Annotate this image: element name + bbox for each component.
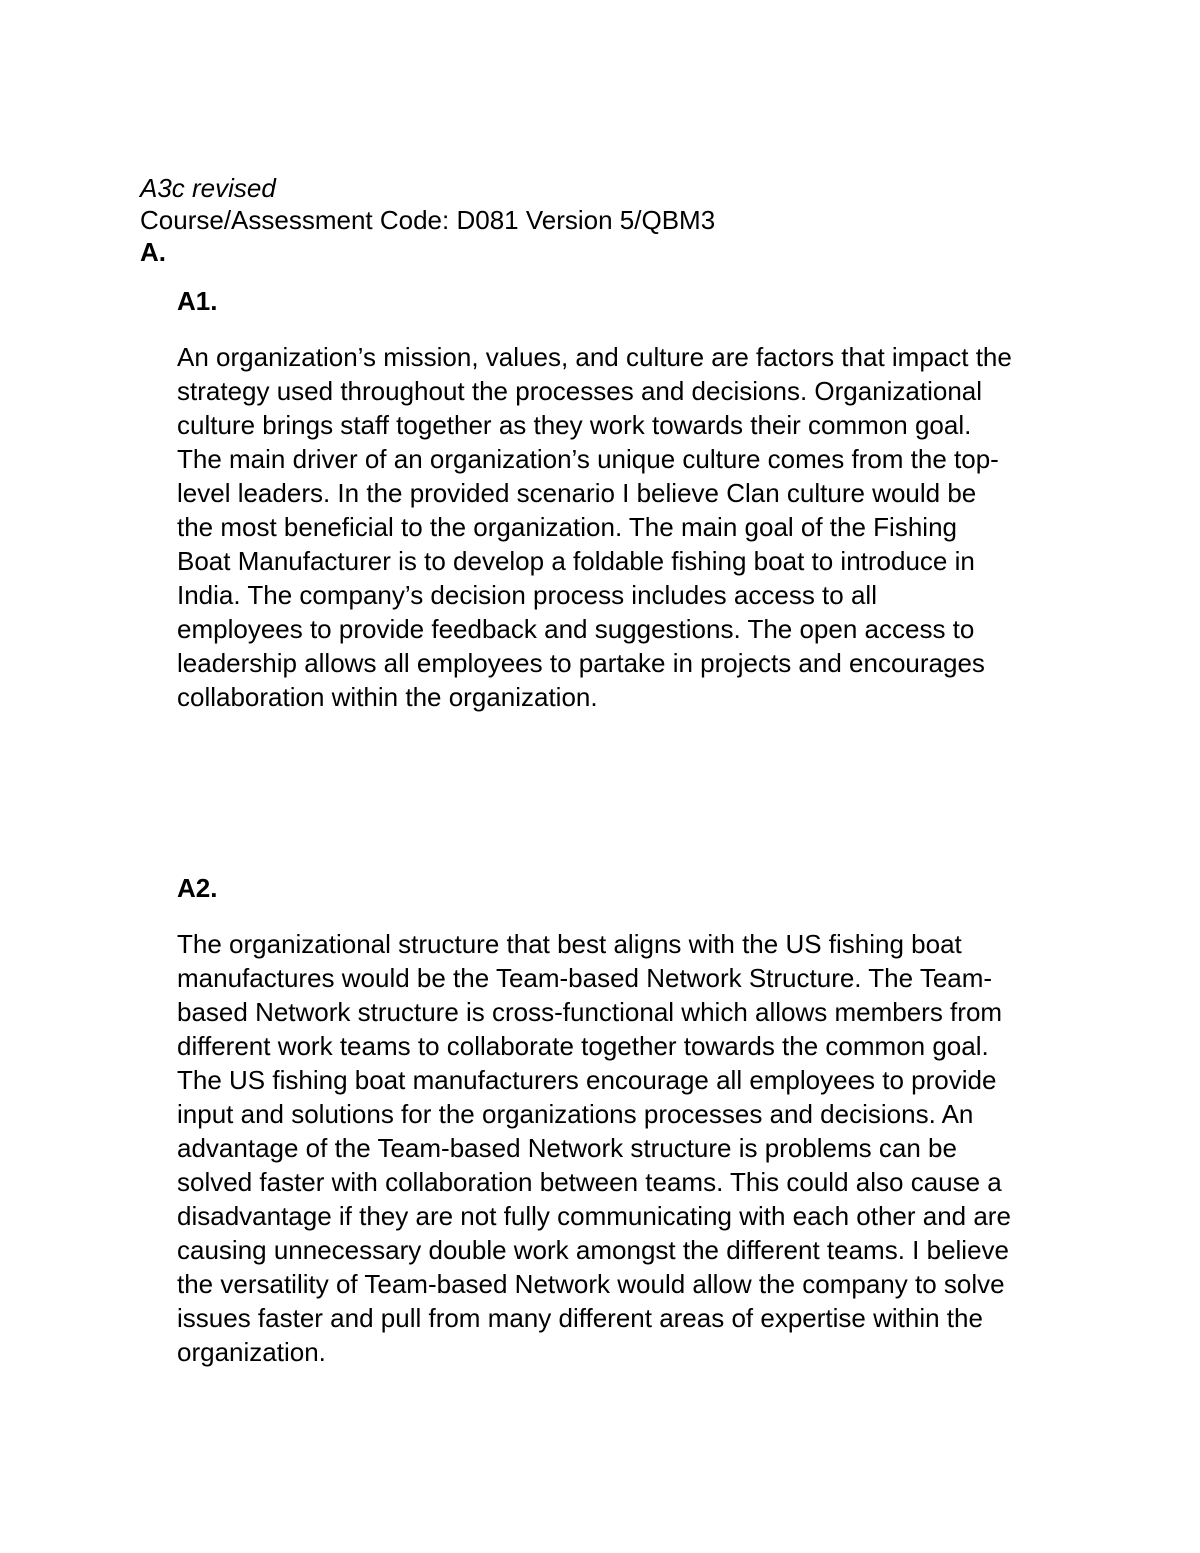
paragraph-line: causing unnecessary double work amongst the different teams. I believe xyxy=(177,1235,1009,1265)
paragraph-line: organization. xyxy=(177,1337,326,1367)
section-heading: A2. xyxy=(177,873,218,903)
paragraph-line: based Network structure is cross-functional which allows members from xyxy=(177,997,1003,1027)
paragraph-line: culture brings staff together as they work towards their common goal. xyxy=(177,410,972,440)
paragraph-line: Boat Manufacturer is to develop a foldable fishing boat to introduce in xyxy=(177,546,975,576)
paragraph-line: level leaders. In the provided scenario I believe Clan culture would be xyxy=(177,478,977,508)
section-paragraph xyxy=(177,927,1077,1369)
document-header xyxy=(140,172,1100,268)
paragraph-line: issues faster and pull from many different areas of expertise within the xyxy=(177,1303,983,1333)
paragraph-line: leadership allows all employees to partake in projects and encourages xyxy=(177,648,985,678)
section-heading: A1. xyxy=(177,286,218,316)
document-label: A3c revised xyxy=(140,173,276,203)
paragraph-line: employees to provide feedback and suggestions. The open access to xyxy=(177,614,975,644)
paragraph-line: the most beneficial to the organization. The main goal of the Fishing xyxy=(177,512,957,542)
paragraph-line: disadvantage if they are not fully communicating with each other and are xyxy=(177,1201,1011,1231)
section-a2 xyxy=(177,872,1077,1369)
paragraph-line: collaboration within the organization. xyxy=(177,682,598,712)
paragraph-line: India. The company’s decision process includes access to all xyxy=(177,580,877,610)
course-code: Course/Assessment Code: D081 Version 5/QBM3 xyxy=(140,205,716,235)
paragraph-line: An organization’s mission, values, and culture are factors that impact the xyxy=(177,342,1012,372)
paragraph-line: different work teams to collaborate together towards the common goal. xyxy=(177,1031,989,1061)
paragraph-line: input and solutions for the organizations processes and decisions. An xyxy=(177,1099,974,1129)
section-a1 xyxy=(177,285,1077,714)
paragraph-line: solved faster with collaboration between teams. This could also cause a xyxy=(177,1167,1002,1197)
paragraph-line: The organizational structure that best aligns with the US fishing boat xyxy=(177,929,962,959)
paragraph-line: strategy used throughout the processes and decisions. Organizational xyxy=(177,376,983,406)
paragraph-line: The main driver of an organization’s unique culture comes from the top- xyxy=(177,444,999,474)
paragraph-line: advantage of the Team-based Network structure is problems can be xyxy=(177,1133,957,1163)
section-paragraph xyxy=(177,340,1077,714)
section-letter: A. xyxy=(140,237,166,267)
paragraph-line: the versatility of Team-based Network would allow the company to solve xyxy=(177,1269,1005,1299)
paragraph-line: manufactures would be the Team-based Network Structure. The Team- xyxy=(177,963,993,993)
paragraph-line: The US fishing boat manufacturers encourage all employees to provide xyxy=(177,1065,997,1095)
